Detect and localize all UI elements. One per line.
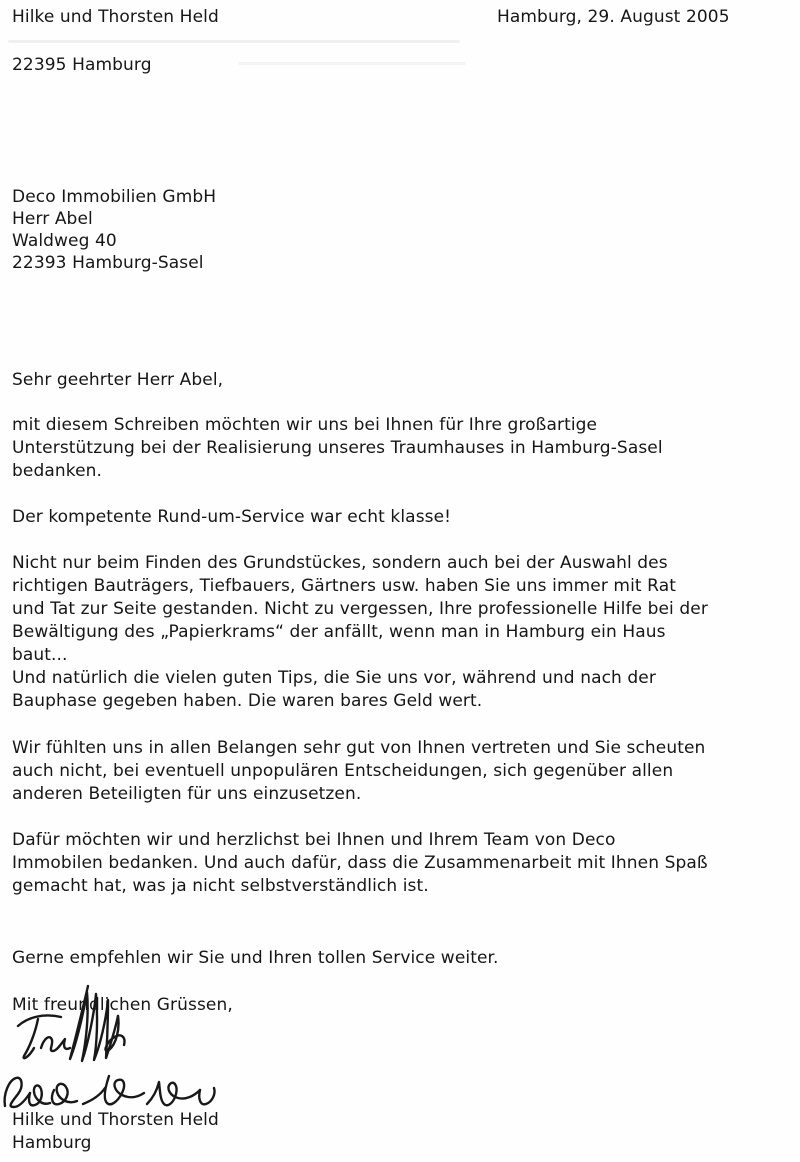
text-line: mit diesem Schreiben möchten wir uns bei Ihnen für Ihre großartige [12,415,598,435]
paragraph-representation [12,737,705,806]
text-line: Waldweg 40 [12,231,117,251]
signature-block [12,1109,219,1155]
text-line: Hamburg [12,1133,92,1153]
text-line: Hilke und Thorsten Held [12,1110,219,1130]
text-line: baut... [12,645,68,665]
paragraph-support [12,552,708,713]
text-line: Herr Abel [12,209,93,229]
text-line: Bauphase gegeben haben. Die waren bares Geld wert. [12,691,483,711]
text-line: Unterstützung bei der Realisierung unseres Traumhauses in Hamburg-Sasel [12,438,663,458]
text-line: Nicht nur beim Finden des Grundstückes, sondern auch bei der Auswahl des [12,553,668,573]
date-line: Hamburg, 29. August 2005 [497,7,730,27]
text-line: Wir fühlten uns in allen Belangen sehr gut von Ihnen vertreten und Sie scheuten [12,738,706,758]
text-line: gemacht hat, was ja nicht selbstverständlich ist. [12,876,429,896]
scan-smudge [8,40,460,43]
text-line: Und natürlich die vielen guten Tips, die Sie uns vor, während und nach der [12,668,656,688]
text-line: Immobilen bedanken. Und auch dafür, dass die Zusammenarbeit mit Ihnen Spaß [12,853,708,873]
paragraph-team-thanks [12,829,708,898]
sender-name: Hilke und Thorsten Held [12,7,219,27]
sender-city: 22395 Hamburg [12,55,152,75]
text-line: auch nicht, bei eventuell unpopulären Entscheidungen, sich gegenüber allen [12,761,674,781]
salutation: Sehr geehrter Herr Abel, [12,370,224,390]
text-line: richtigen Bauträgers, Tiefbauers, Gärtners usw. haben Sie uns immer mit Rat [12,576,676,596]
text-line: und Tat zur Seite gestanden. Nicht zu vergessen, Ihre professionelle Hilfe bei der [12,599,708,619]
paragraph-recommendation [12,947,499,970]
paragraph-service [12,506,451,529]
text-line: bedanken. [12,461,103,481]
text-line: anderen Beteiligten für uns einzusetzen. [12,784,362,804]
scan-smudge [238,62,466,65]
handwritten-signature-hilke-icon [1,1066,221,1112]
text-line: Deco Immobilien GmbH [12,187,217,207]
text-line: Der kompetente Rund-um-Service war echt klasse! [12,507,452,527]
text-line: 22393 Hamburg-Sasel [12,253,204,273]
text-line: Dafür möchten wir und herzlichst bei Ihnen und Ihrem Team von Deco [12,830,616,850]
text-line: Bewältigung des „Papierkrams“ der anfällt, wenn man in Hamburg ein Haus [12,622,666,642]
recipient-address [12,186,216,274]
closing-phrase: Mit freundlichen Grüssen, [12,995,233,1015]
text-line: Gerne empfehlen wir Sie und Ihren tollen Service weiter. [12,948,499,968]
paragraph-thanks [12,414,663,483]
